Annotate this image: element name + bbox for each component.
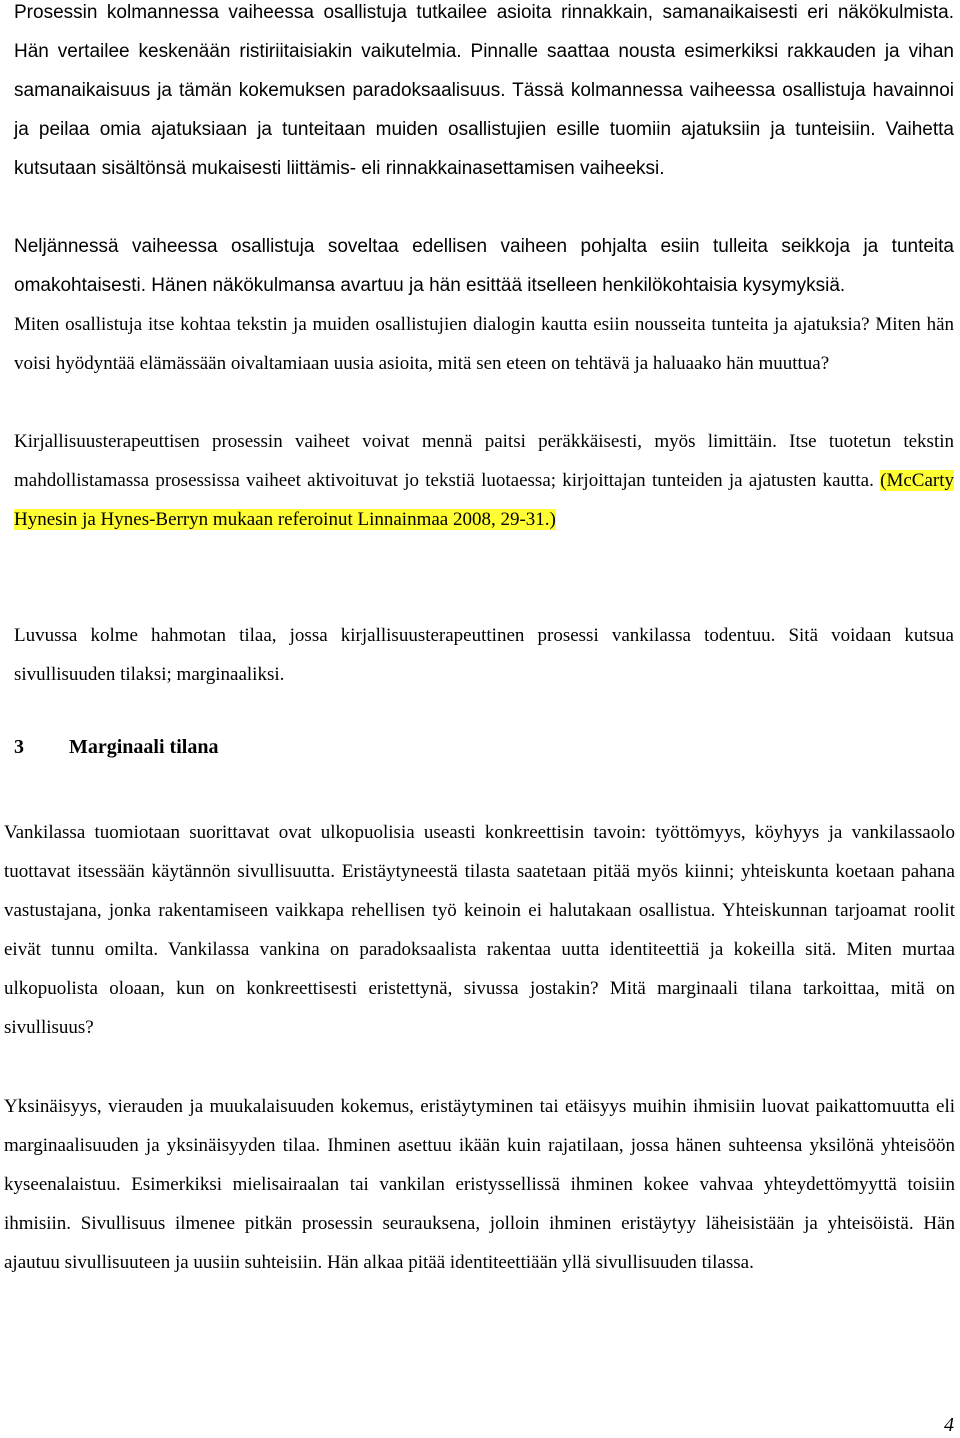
paragraph-questions: Miten osallistuja itse kohtaa tekstin ja muiden osallistujien dialogin kautta esiin nousseita tunteita ja ajatuksia? Miten hän voisi hyödyntää elämässään oivaltamiaan uusia asioita, mitä sen eteen on tehtävä ja haluaako hän muuttua?	[14, 314, 954, 374]
paragraph-overlapping-phases-text: Kirjallisuusterapeuttisen prosessin vaiheet voivat mennä paitsi peräkkäisesti, myös limittäin. Itse tuotetun tekstin mahdollistamassa prosessissa vaiheet aktivoituvat jo tekstiä luotaessa; kirjoittajan tunteiden ja ajatusten kautta.	[14, 431, 954, 491]
section-number: 3	[14, 736, 24, 758]
paragraph-chapter-three-intro: Luvussa kolme hahmotan tilaa, jossa kirjallisuusterapeuttinen prosessi vankilassa todentuu. Sitä voidaan kutsua sivullisuuden tilaksi; marginaaliksi.	[14, 625, 954, 685]
paragraph-loneliness: Yksinäisyys, vierauden ja muukalaisuuden kokemus, eristäytyminen tai etäisyys muihin ihmisiin luovat paikattomuutta eli marginaalisuuden ja yksinäisyyden tilaa. Ihminen asettuu ikään kuin rajatilaan, jossa hänen suhteensa yksilönä yhteisöön kyseenalaistuu. Esimerkiksi mielisairaalan tai vankilan eristyssellissä ihminen kokee vahvaa yhteydettömyyttä toisiin ihmisiin. Sivullisuus ilmenee pitkän prosessin seurauksena, jolloin ihminen eristäytyy läheisistään ja yhteisöistä. Hän ajautuu sivullisuuteen ja uusiin suhteisiin. Hän alkaa pitää identiteettiään yllä sivullisuuden tilassa.	[4, 1096, 955, 1273]
section-heading	[14, 733, 218, 761]
citation-highlight: (McCarty Hynesin ja Hynes-Berryn mukaan referoinut Linnainmaa 2008, 29-31.)	[14, 470, 954, 530]
paragraph-prison-outsiders: Vankilassa tuomiotaan suorittavat ovat ulkopuolisia useasti konkreettisin tavoin: työttömyys, köyhyys ja vankilassaolo tuottavat itsessään käytännön sivullisuutta. Eristäytyneestä tilasta saatetaan pitää myös kiinni; yhteiskunta koetaan pahana vastustajana, jonka rakentamiseen vaikkapa rehellisen työ keinoin ei halutakaan osallistua. Yhteiskunnan tarjoamat roolit eivät tunnu omilta. Vankilassa vankina on paradoksaalista rakentaa uutta identiteettiä ja kokeilla sitä. Miten murtaa ulkopuolista oloaan, kun on konkreettisesti eristettynä, sivussa jostakin? Mitä marginaali tilana tarkoittaa, mitä on sivullisuus?	[4, 822, 955, 1038]
paragraph-overlapping-phases	[14, 422, 954, 539]
paragraph-third-phase: Prosessin kolmannessa vaiheessa osallistuja tutkailee asioita rinnakkain, samanaikaisesti eri näkökulmista. Hän vertailee keskenään ristiriitaisiakin vaikutelmia. Pinnalle saattaa nousta esimerkiksi rakkauden ja vihan samanaikaisuus ja tämän kokemuksen paradoksaalisuus. Tässä kolmannessa vaiheessa osallistuja havainnoi ja peilaa omia ajatuksiaan ja tunteitaan muiden osallistujien esille tuomiin ajatuksiin ja tunteisiin. Vaihetta kutsutaan sisältönsä mukaisesti liittämis- eli rinnakkainasettamisen vaiheeksi.	[14, 2, 954, 179]
paragraph-fourth-phase: Neljännessä vaiheessa osallistuja soveltaa edellisen vaiheen pohjalta esiin tulleita seikkoja ja tunteita omakohtaisesti. Hänen näkökulmansa avartuu ja hän esittää itselleen henkilökohtaisia kysymyksiä.	[14, 236, 954, 296]
section-title: Marginaali tilana	[69, 736, 219, 758]
page-number: 4	[944, 1414, 954, 1436]
